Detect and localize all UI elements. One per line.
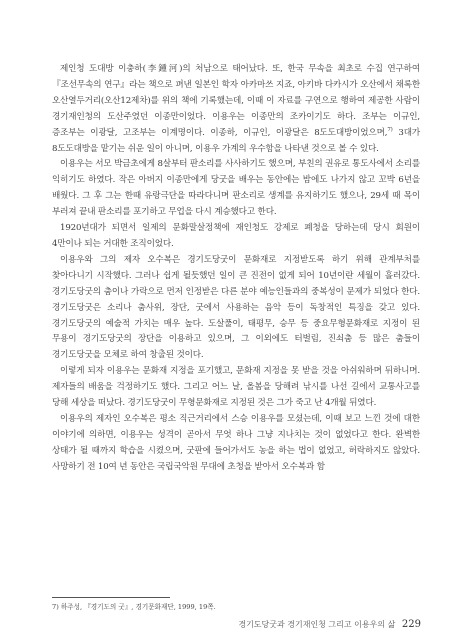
footnote-reference: 7) [387,126,393,133]
paragraph-3: 1920년대가 되면서 일제의 문화말살정책에 재인청도 강제로 폐청을 당하는데 당시 회원이 4만이나 되는 거대한 조직이었다. [52,223,420,249]
paragraph-4: 이용우와 그의 제자 오수복은 경기도당굿이 문화재로 지정받도록 하기 위해 관계부처를 찾아다니기 시작했다. 그러나 쉽게 될듯했던 일이 큰 진전이 없게 되어 10년이란 세월이 흘러갔다. 경기도당굿의 춤이나 가락으로 먼저 인정받은 다른 분야 예능인들과의 중복성이 문제가 되었다 한다. 경기도당굿은 소리나 춤사위, 장단, 굿에서 사용하는 음악 등이 독창적인 특징을 갖고 있다. 경기도당굿의 예술적 가치는 매우 높다. 도살풀이, 태평무, 승무 등 중요무형문화재로 지정이 된 무용이 경기도당굿의 장단을 이용하고 있으며, 그 이외에도 터벌림, 진쇠춤 등 많은 춤들이 경기도당굿을 모체로 하여 창출된 것이다. [52,254,420,361]
paragraph-1-text: 제인청 도대방 이충하(李鍾河)의 처남으로 태어났다. 또, 한국 무속을 최초로 수집 연구하여 『조선무속의 연구』라는 책으로 펴낸 일본인 학자 아카마쓰 지죠, 아키바 다카시가 오산에서 채록한 오산열두거리(오산12제차)를 위의 책에 기록했는데, 이때 이 자료를 구연으로 행하여 제공한 사람이 경기재인청의 도산주였던 이종만이었다. 이용우는 이종만의 조카이기도 하다. 조부는 이규인, 증조부는 이광달, 고조부는 이계명이다. 이종하, 이규인, 이광달은 8도도대방이었으며, [52,64,420,138]
paragraph-6: 이용우의 제자인 오수복은 평소 직근거리에서 스승 이용우를 모셨는데, 이때 보고 느낀 것에 대한 이야기에 의하면, 이용우는 성격이 곧아서 무엇 하나 그냥 지나치는 것이 없었다고 한다. 완벽한 상태가 될 때까지 학습을 시켰으며, 굿판에 들어가서도 농을 하는 법이 없었고, 허락하지도 않았다. 사망하기 전 10여 년 동안은 국립국악원 무대에 초청을 받아서 오수복과 함 [52,413,420,472]
body-text [52,62,420,476]
paragraph-1-tail: 3대가 8도도대방을 맡기는 쉬운 일이 아니며, 이용우 가계의 우수함을 나타낸 것으로 볼 수 있다. [52,127,421,154]
footnote: 7) 하주성, 『경기도의 굿』, 경기문화재단, 1999, 19쪽. [52,603,216,611]
footnote-divider [52,597,170,598]
paragraph-1 [52,62,420,157]
paragraph-2: 이용우는 서모 박금초에게 8살부터 판소리를 사사하기도 했으며, 부친의 권유로 통도사에서 소리를 익히기도 하였다. 작은 아버지 이종만에게 당굿을 배우는 동안에는 밤에도 나가지 않고 꼬박 6년을 배웠다. 그 후 그는 한때 유랑극단을 따라다니며 판소리로 생계를 유지하기도 했으나, 29세 때 목이 부러져 끝내 판소리를 포기하고 무업을 다시 계승했다고 한다. [52,159,420,218]
page-number: 229 [401,619,421,630]
paragraph-5: 이렇게 되자 이용우는 문화재 지정을 포기했고, 문화재 지정을 못 받을 것을 아쉬워하며 뒤하니며. 제자들의 배움을 걱정하기도 했다. 그리고 어느 날, 올봄을 당해려 낚시를 나선 길에서 교통사고를 당해 세상을 떠났다. 경기도당굿이 무형문화재로 지정된 것은 그가 죽고 난 4개월 뒤였다. [52,366,420,409]
running-title: 경기도당굿과 경기재인청 그리고 이용우의 삶 [238,620,396,629]
running-footer [238,619,421,630]
